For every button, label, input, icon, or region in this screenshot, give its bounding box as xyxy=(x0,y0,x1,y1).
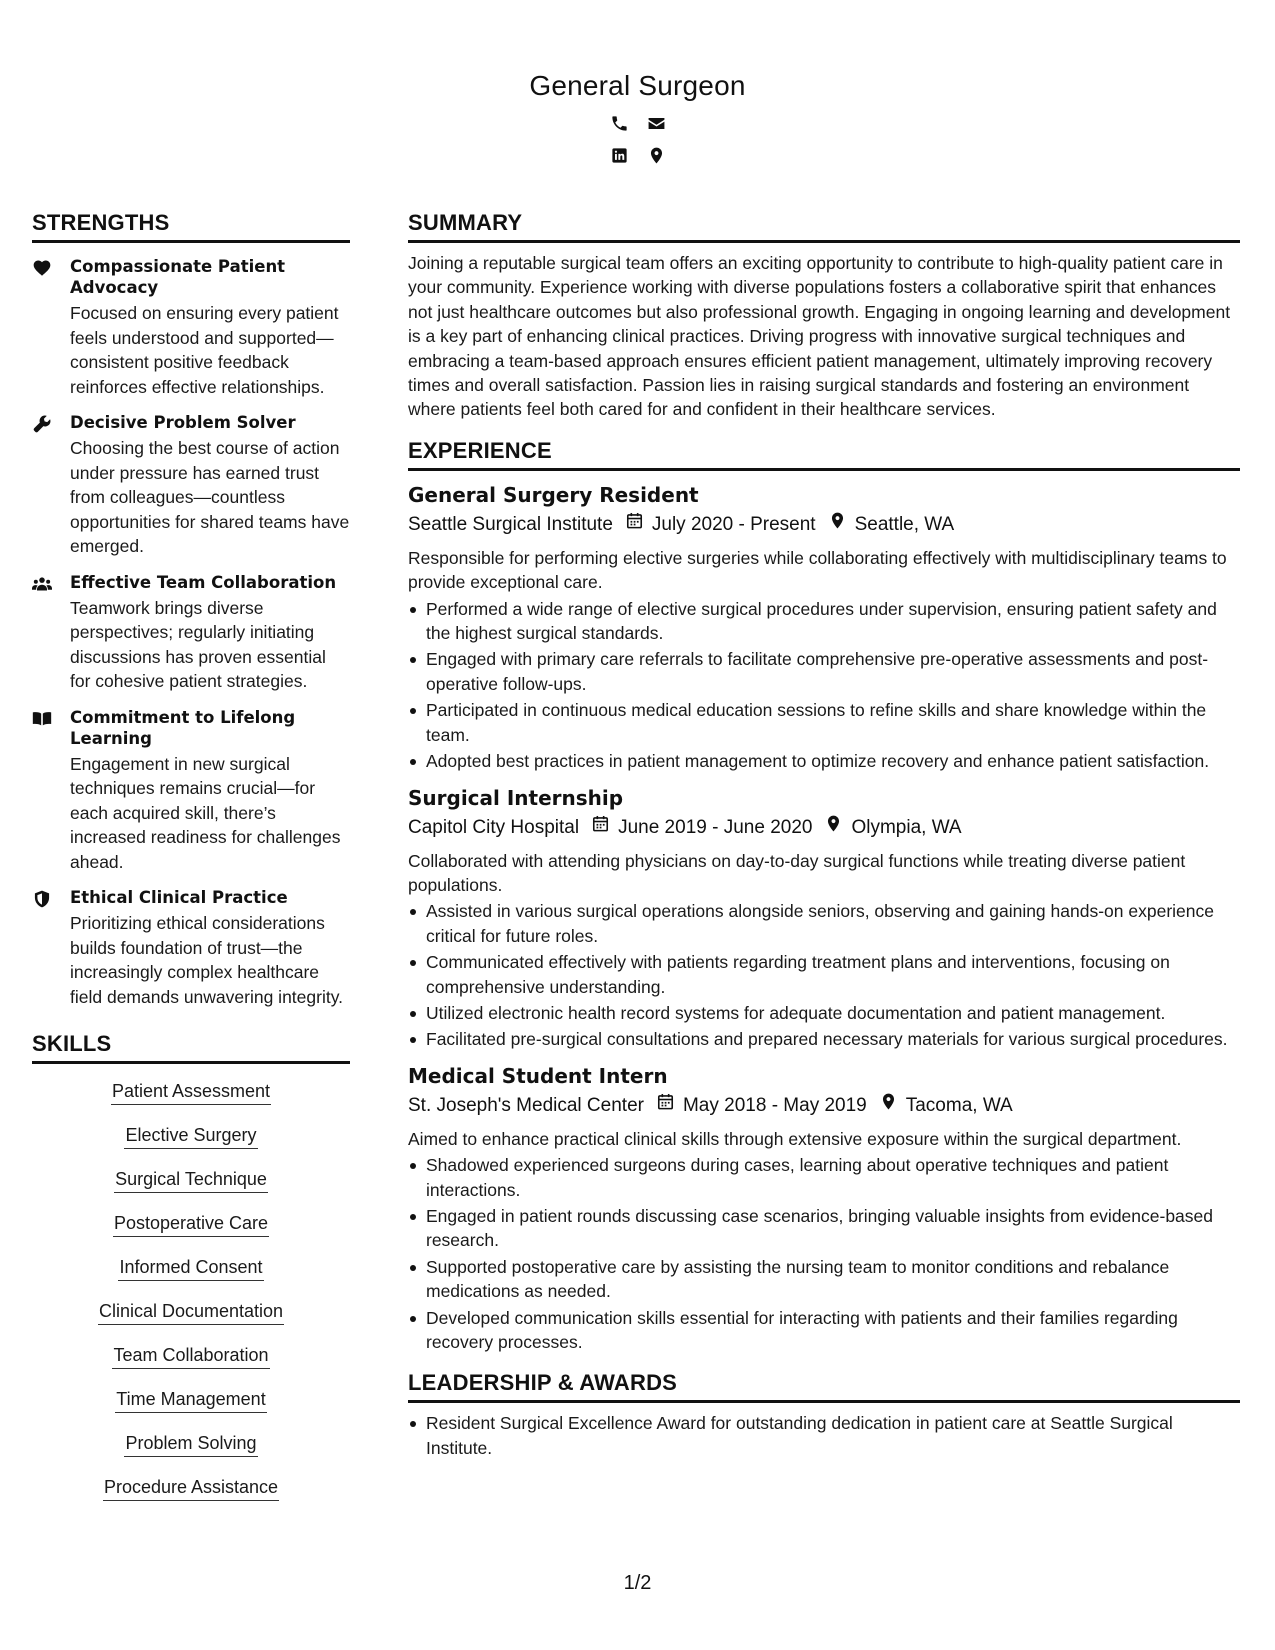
job-bullets xyxy=(408,597,1240,774)
job-entry xyxy=(408,1062,1240,1355)
bullet-item: Developed communication skills essential for interacting with patients and their families regarding recovery processes. xyxy=(408,1306,1240,1355)
strength-desc: Engagement in new surgical techniques remains crucial—for each acquired skill, there’s increased readiness for challenges ahead. xyxy=(70,753,341,872)
awards-heading: LEADERSHIP & AWARDS xyxy=(408,1370,1240,1403)
skill-tag: Clinical Documentation xyxy=(98,1298,284,1325)
contact-row-1 xyxy=(0,114,1275,132)
strength-title: Commitment to Lifelong Learning xyxy=(70,707,296,748)
bullet-item: Assisted in various surgical operations alongside seniors, observing and gaining hands-on experience critical for future roles. xyxy=(408,899,1240,948)
bullet-item: Utilized electronic health record systems for adequate documentation and patient management. xyxy=(408,1001,1240,1025)
skill-tag: Problem Solving xyxy=(124,1430,257,1457)
job-entry xyxy=(408,481,1240,774)
job-dates: May 2018 - May 2019 xyxy=(682,1094,867,1116)
strength-desc: Choosing the best course of action under pressure has earned trust from colleagues—countless opportunities for shared teams have emerged. xyxy=(70,438,350,556)
skills-heading: SKILLS xyxy=(32,1031,350,1064)
job-company: St. Joseph's Medical Center xyxy=(408,1094,644,1116)
skill-tag: Informed Consent xyxy=(118,1254,263,1281)
job-bullets xyxy=(408,899,1240,1051)
linkedin-icon[interactable] xyxy=(610,146,629,164)
book-open-icon xyxy=(32,707,70,875)
skill-tag: Elective Surgery xyxy=(124,1122,257,1149)
wrench-icon xyxy=(32,412,70,559)
heart-icon xyxy=(32,256,70,399)
job-desc: Collaborated with attending physicians on day-to-day surgical functions while treating diverse patient populations. xyxy=(408,850,1186,895)
right-column xyxy=(408,210,1240,1462)
bullet-item: Communicated effectively with patients regarding treatment plans and interventions, focusing on comprehensive understanding. xyxy=(408,950,1240,999)
skill-tag: Patient Assessment xyxy=(111,1078,271,1105)
users-icon xyxy=(32,572,70,694)
job-company: Seattle Surgical Institute xyxy=(408,513,613,535)
job-dates: July 2020 - Present xyxy=(651,513,816,535)
job-meta xyxy=(408,1092,1240,1120)
summary-text: Joining a reputable surgical team offers an exciting opportunity to contribute to high-quality patient care in your community. Experience working with diverse populations fosters a collaborative spirit that enhances not just healthcare outcomes but also professional growth. Engaging in ongoing learning and development is a key part of enhancing clinical practices. Driving progress with innovative surgical techniques and embracing a team-based approach ensures efficient patient management, ultimately improving recovery times and overall satisfaction. Passion lies in raising surgical standards and fostering an environment where patients feel both cared for and confident in their healthcare services. xyxy=(408,253,1231,420)
strength-desc: Focused on ensuring every patient feels understood and supported—consistent positive feedback reinforces effective relationships. xyxy=(70,303,339,397)
page-number: 1/2 xyxy=(623,1572,652,1594)
bullet-item: Engaged in patient rounds discussing case scenarios, bringing valuable insights from evidence-based research. xyxy=(408,1204,1240,1253)
strength-item xyxy=(32,572,350,694)
bullet-item: Supported postoperative care by assisting the nursing team to monitor conditions and rebalance medications as needed. xyxy=(408,1255,1240,1304)
job-title: General Surgery Resident xyxy=(408,482,699,507)
bullet-item: Participated in continuous medical education sessions to refine skills and share knowledge within the team. xyxy=(408,698,1240,747)
contact-row-2 xyxy=(0,146,1275,164)
phone-icon[interactable] xyxy=(610,114,629,132)
job-location: Seattle, WA xyxy=(854,513,955,535)
strength-title: Ethical Clinical Practice xyxy=(70,888,288,907)
resume-header xyxy=(0,70,1275,164)
location-pin-icon xyxy=(867,1092,906,1120)
strength-desc: Prioritizing ethical considerations builds foundation of trust—the increasingly complex healthcare field demands unwavering integrity. xyxy=(70,913,344,1007)
summary-heading: SUMMARY xyxy=(408,210,1240,243)
left-column xyxy=(32,210,350,1518)
job-company: Capitol City Hospital xyxy=(408,816,580,838)
job-dates: June 2019 - June 2020 xyxy=(618,816,813,838)
location-pin-icon xyxy=(816,511,855,539)
job-entry xyxy=(408,784,1240,1052)
job-meta xyxy=(408,814,1240,842)
calendar-icon xyxy=(613,511,652,539)
skill-tag: Procedure Assistance xyxy=(103,1474,279,1501)
skill-tag: Time Management xyxy=(115,1386,266,1413)
bullet-item: Performed a wide range of elective surgical procedures under supervision, ensuring patient safety and the highest surgical standards. xyxy=(408,597,1240,646)
skill-tag: Surgical Technique xyxy=(114,1166,268,1193)
bullet-item: Facilitated pre-surgical consultations and prepared necessary materials for various surgical procedures. xyxy=(408,1027,1240,1051)
strength-title: Effective Team Collaboration xyxy=(70,572,337,592)
envelope-icon[interactable] xyxy=(647,114,666,132)
job-desc: Aimed to enhance practical clinical skills through extensive exposure within the surgical department. xyxy=(408,1128,1182,1149)
job-title: Surgical Internship xyxy=(408,785,624,810)
strengths-heading: STRENGTHS xyxy=(32,210,350,243)
skill-tag: Postoperative Care xyxy=(113,1210,269,1237)
strength-item xyxy=(32,887,350,1009)
job-location: Tacoma, WA xyxy=(905,1094,1013,1116)
bullet-item: Adopted best practices in patient management to optimize recovery and enhance patient satisfaction. xyxy=(408,749,1240,773)
calendar-icon xyxy=(579,814,618,842)
strength-desc: Teamwork brings diverse perspectives; regularly initiating discussions has proven essential for cohesive patient strategies. xyxy=(70,597,326,691)
strength-item xyxy=(32,707,350,875)
job-desc: Responsible for performing elective surgeries while collaborating effectively with multidisciplinary teams to provide exceptional care. xyxy=(408,547,1227,593)
candidate-name: General Surgeon xyxy=(529,70,746,101)
experience-heading: EXPERIENCE xyxy=(408,438,1240,471)
calendar-icon xyxy=(644,1092,683,1120)
award-item: Resident Surgical Excellence Award for outstanding dedication in patient care at Seattle Surgical Institute. xyxy=(408,1411,1240,1460)
strength-title: Compassionate Patient Advocacy xyxy=(70,257,286,297)
job-meta xyxy=(408,511,1240,539)
skill-tag: Team Collaboration xyxy=(112,1342,269,1369)
job-title: Medical Student Intern xyxy=(408,1063,668,1088)
strength-item xyxy=(32,412,350,559)
location-pin-icon[interactable] xyxy=(647,146,666,164)
awards-list xyxy=(408,1411,1240,1460)
location-pin-icon xyxy=(812,814,851,842)
skills-list xyxy=(32,1078,350,1518)
strength-item xyxy=(32,256,350,399)
strength-title: Decisive Problem Solver xyxy=(70,413,296,432)
bullet-item: Engaged with primary care referrals to facilitate comprehensive pre-operative assessments and post-operative follow-ups. xyxy=(408,647,1240,696)
shield-icon xyxy=(32,887,70,1009)
bullet-item: Shadowed experienced surgeons during cases, learning about operative techniques and patient interactions. xyxy=(408,1153,1240,1202)
job-bullets xyxy=(408,1153,1240,1354)
job-location: Olympia, WA xyxy=(851,816,962,838)
